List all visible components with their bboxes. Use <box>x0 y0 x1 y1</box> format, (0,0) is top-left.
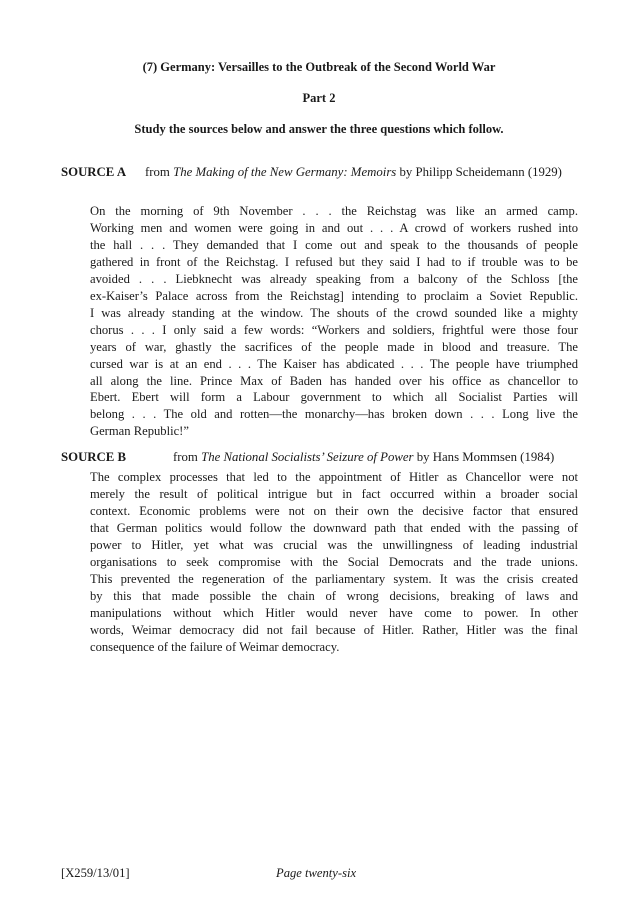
source-a-line: ex-Kaiser’s Palace across from the Reichstag] intending to proclaim a Soviet Republic. <box>90 288 578 303</box>
source-a-line: avoided . . . Liebknecht was already speaking from a balcony of the Schloss [the <box>90 271 578 286</box>
source-b-author: by Hans Mommsen (1984) <box>416 450 555 464</box>
source-b-line: merely the result of political intrigue but in fact occurred within a broader social <box>90 486 578 501</box>
source-a-line: Ebert. Ebert will form a Labour government to which all Socialist Parties will <box>90 390 578 405</box>
part-label: Part 2 <box>302 91 336 105</box>
source-b-heading <box>61 449 578 466</box>
source-b-line: This prevented the regeneration of the parliamentary system. It was the crisis created <box>90 571 578 586</box>
source-b-line: that German politics would follow the downward path that ended with the passing of <box>90 520 578 535</box>
source-a-line: I was already standing at the window. The shouts of the crowd sounded like a mighty <box>90 305 578 320</box>
source-a-heading <box>61 164 578 181</box>
source-a-line: belong . . . The old and rotten—the monarchy—has broken down . . . Long live the <box>90 407 578 422</box>
source-b-label: SOURCE B <box>61 450 127 464</box>
instruction-text: Study the sources below and answer the three questions which follow. <box>134 122 504 136</box>
source-a-citation <box>145 164 578 181</box>
source-b-line: words, Weimar democracy did not fail because of Hitler. Rather, Hitler was the final <box>90 622 578 637</box>
paper-code: [X259/13/01] <box>61 866 130 880</box>
source-a-author: by Philipp Scheidemann <box>399 165 525 179</box>
source-b-text <box>90 469 578 655</box>
source-a-year: (1929) <box>527 165 562 179</box>
section-title: (7) Germany: Versailles to the Outbreak of the Second World War <box>142 60 496 74</box>
source-b-book-title: The National Socialists’ Seizure of Power <box>201 450 414 464</box>
source-b-line: context. Economic problems were not on their own the decisive factor that ensured <box>90 503 578 518</box>
page-number: Page twenty-six <box>276 866 357 880</box>
source-a-line: cursed war is at an end . . . The Kaiser has abdicated . . . The people have triumphed <box>90 356 578 371</box>
source-b-line: consequence of the failure of Weimar democracy. <box>90 639 340 654</box>
source-a-line: On the morning of 9th November . . . the Reichstag was like an armed camp. <box>90 204 578 218</box>
source-a-line: Working men and women were going in and out . . . A crowd of workers rushed into <box>90 220 578 235</box>
source-a-line: all along the line. Prince Max of Baden has handed over his office as chancellor to <box>90 373 578 388</box>
source-a-line: German Republic!” <box>90 424 189 439</box>
source-b-from: from <box>173 450 198 464</box>
source-a-line: the hall . . . They demanded that I come out and speak to the thousands of people <box>90 237 578 252</box>
source-b-line: power to Hitler, yet what was crucial was the unwillingness of leading industrial <box>90 537 578 552</box>
source-a-line: gathered in front of the Reichstag. I refused but they said I had to if trouble was to be <box>90 254 578 269</box>
source-a-book-title: The Making of the New Germany: Memoirs <box>173 165 397 179</box>
source-a-label: SOURCE A <box>61 165 127 179</box>
source-a-line: chorus . . . I only said a few words: “Workers and soldiers, frightful were those four <box>90 322 578 337</box>
source-a-text <box>90 203 578 440</box>
source-b-line: The complex processes that led to the appointment of Hitler as Chancellor were not <box>90 470 578 484</box>
source-a-from: from <box>145 165 170 179</box>
source-b-line: by this that made possible the chain of wrong decisions, breaking of laws and <box>90 588 578 603</box>
source-a-line: years of war, ghastly the sacrifices of the people made in blood and treasure. The <box>90 339 578 354</box>
source-b-citation <box>173 449 578 466</box>
source-b-line: organisations to seek compromise with the Social Democrats and the trade unions. <box>90 554 578 569</box>
source-b-line: manipulations without which Hitler would never have come to power. In other <box>90 605 578 620</box>
